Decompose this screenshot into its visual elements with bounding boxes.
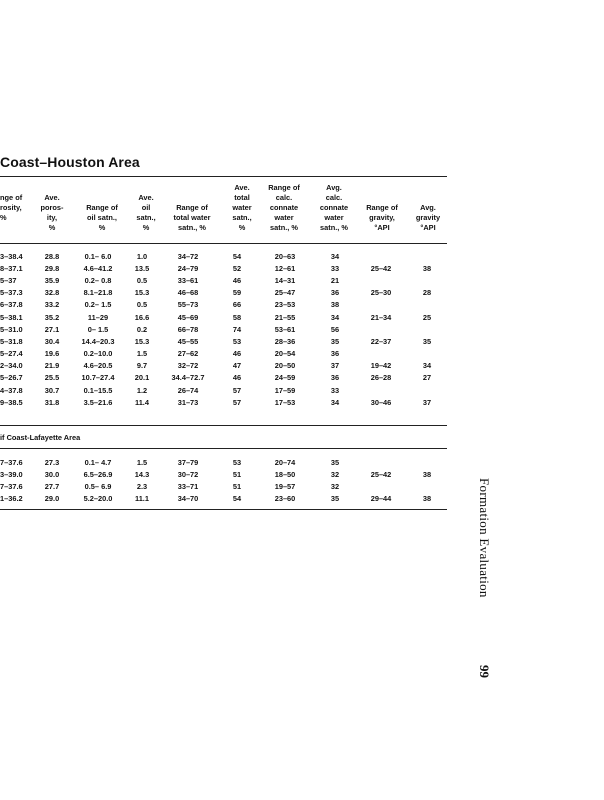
table-cell: 38 <box>422 469 432 479</box>
table-cell: 26–28 <box>370 373 392 383</box>
table-cell: 31.8 <box>44 397 60 407</box>
table-cell: 25–42 <box>370 263 392 273</box>
table-cell: 34–72 <box>177 251 199 261</box>
table-cell: 27.1 <box>44 324 60 334</box>
table-cell: 7–37.6 <box>0 457 23 467</box>
table-cell: 2–34.0 <box>0 361 23 371</box>
table-cell: 51 <box>232 469 242 479</box>
table-cell: 5–37 <box>0 275 17 285</box>
table-cell: 20–54 <box>274 349 296 359</box>
table-cell: 35 <box>330 336 340 346</box>
table-cell: 11–29 <box>87 312 109 322</box>
section-rule <box>0 425 447 426</box>
table-cell: 54 <box>232 494 242 504</box>
side-caption: Formation Evaluation <box>477 478 492 598</box>
table-cell: 21 <box>330 275 340 285</box>
table-cell <box>356 348 406 360</box>
table-cell: 22–37 <box>370 336 392 346</box>
table-cell: 21.9 <box>44 361 60 371</box>
table-cell: 17–59 <box>274 385 296 395</box>
table-cell: 5–31.8 <box>0 336 23 346</box>
table-cell <box>356 456 406 468</box>
table-cell: 0.2– 1.5 <box>84 300 112 310</box>
table-cell <box>356 250 406 262</box>
table-cell: 27–62 <box>177 349 199 359</box>
table-cell: 47 <box>232 361 242 371</box>
table-cell: 34 <box>330 397 340 407</box>
header-avg-porosity: Ave. poros- ity, % <box>40 193 64 232</box>
table-cell: 0.2 <box>136 324 148 334</box>
table-cell: 5–26.7 <box>0 373 23 383</box>
table-cell: 0.5 <box>136 300 148 310</box>
table-row <box>0 299 448 311</box>
table-cell: 5–37.3 <box>0 288 23 298</box>
table-cell: 4.6–41.2 <box>83 263 113 273</box>
table-cell: 27.3 <box>44 457 60 467</box>
table-cell: 28–36 <box>274 336 296 346</box>
table-cell: 0.1–15.5 <box>83 385 113 395</box>
table-cell <box>406 299 448 311</box>
table-cell: 25–47 <box>274 288 296 298</box>
table-cell: 58 <box>232 312 242 322</box>
table-cell <box>356 274 406 286</box>
table-cell: 16.6 <box>134 312 150 322</box>
header-range-total-water: Range of total water satn., % <box>173 203 211 232</box>
table-cell: 30–72 <box>177 469 199 479</box>
table-row <box>0 274 448 286</box>
table-cell: 34–70 <box>177 494 199 504</box>
houston-data-table <box>0 250 448 408</box>
table-row <box>0 396 448 408</box>
top-rule <box>0 176 447 177</box>
table-cell <box>406 250 448 262</box>
table-cell: 23–60 <box>274 494 296 504</box>
table-cell: 36 <box>330 373 340 383</box>
header-range-porosity: nge of rosity, % <box>0 193 23 222</box>
table-cell: 9.7 <box>136 361 148 371</box>
table-cell <box>406 456 448 468</box>
table-cell: 21–34 <box>370 312 392 322</box>
table-cell: 46 <box>232 349 242 359</box>
table-cell: 35.2 <box>44 312 60 322</box>
table-cell: 4–37.8 <box>0 385 23 395</box>
table-cell: 29–44 <box>370 494 392 504</box>
table-cell: 66–78 <box>177 324 199 334</box>
table-cell: 46–68 <box>177 288 199 298</box>
table-cell: 1–36.2 <box>0 494 23 504</box>
table-cell: 15.3 <box>134 336 150 346</box>
table-cell: 30–46 <box>370 397 392 407</box>
table-cell: 17–53 <box>274 397 296 407</box>
table-cell: 30.0 <box>44 469 60 479</box>
table-cell: 5–31.0 <box>0 324 23 334</box>
bottom-rule <box>0 509 447 510</box>
header-range-gravity: Range of gravity, °API <box>366 203 398 232</box>
table-cell: 0.5– 6.9 <box>84 481 112 491</box>
table-cell: 24–59 <box>274 373 296 383</box>
table-cell: 34 <box>330 251 340 261</box>
table-cell: 37 <box>330 361 340 371</box>
table-cell: 36 <box>330 288 340 298</box>
table-cell: 3.5–21.6 <box>83 397 113 407</box>
table-row <box>0 250 448 262</box>
table-cell: 30.4 <box>44 336 60 346</box>
table-row <box>0 262 448 274</box>
table-cell: 46 <box>232 373 242 383</box>
lafayette-data-table <box>0 456 448 505</box>
table-cell: 37 <box>422 397 432 407</box>
table-cell: 19.6 <box>44 349 60 359</box>
page-number: 99 <box>477 665 492 678</box>
table-cell: 34.4–72.7 <box>171 373 205 383</box>
table-cell: 19–42 <box>370 361 392 371</box>
table-cell <box>356 480 406 492</box>
table-cell <box>356 384 406 396</box>
table-cell: 57 <box>232 397 242 407</box>
table-cell: 21–55 <box>274 312 296 322</box>
table-cell: 59 <box>232 288 242 298</box>
table-cell: 5–27.4 <box>0 349 23 359</box>
table-cell: 45–55 <box>177 336 199 346</box>
table-cell: 25–42 <box>370 469 392 479</box>
header-range-oil-saturation: Range of oil satn., % <box>86 203 118 232</box>
table-cell: 66 <box>232 300 242 310</box>
table-cell: 31–73 <box>177 397 199 407</box>
table-cell <box>406 274 448 286</box>
table-cell: 52 <box>232 263 242 273</box>
table-cell: 57 <box>232 385 242 395</box>
header-avg-connate-water: Avg. calc. connate water satn., % <box>319 183 349 232</box>
table-cell: 56 <box>330 324 340 334</box>
table-cell: 9–38.5 <box>0 397 23 407</box>
table-cell: 11.1 <box>135 494 149 504</box>
table-cell: 74 <box>232 324 242 334</box>
table-cell: 32–72 <box>177 361 199 371</box>
table-cell <box>406 348 448 360</box>
header-avg-total-water: Ave. total water satn., % <box>232 183 252 232</box>
table-cell: 14.3 <box>134 469 150 479</box>
header-rule <box>0 243 447 244</box>
table-cell: 34 <box>422 361 432 371</box>
table-row <box>0 372 448 384</box>
table-row <box>0 384 448 396</box>
table-cell: 4.6–20.5 <box>83 361 113 371</box>
table-cell: 14–31 <box>274 275 296 285</box>
table-cell: 28.8 <box>44 251 60 261</box>
table-cell: 36 <box>330 349 340 359</box>
table-cell: 1.5 <box>136 349 148 359</box>
table-cell: 20–74 <box>274 457 296 467</box>
table-row <box>0 323 448 335</box>
table-cell: 5–38.1 <box>0 312 23 322</box>
table-cell: 11.4 <box>135 397 149 407</box>
table-cell: 30.7 <box>44 385 60 395</box>
table-cell: 35 <box>330 457 340 467</box>
header-avg-gravity: Avg. gravity °API <box>415 203 441 232</box>
table-cell: 0.2–10.0 <box>83 349 113 359</box>
table-row <box>0 480 448 492</box>
table-cell <box>356 299 406 311</box>
table-cell: 12–61 <box>274 263 296 273</box>
table-cell: 20–63 <box>274 251 296 261</box>
table-cell: 3–38.4 <box>0 251 23 261</box>
table-cell: 18–50 <box>274 469 296 479</box>
table-cell: 23–53 <box>274 300 296 310</box>
table-row <box>0 456 448 468</box>
table-title: Coast–Houston Area <box>0 154 140 170</box>
table-cell: 51 <box>232 481 242 491</box>
table-cell: 33–61 <box>177 275 199 285</box>
table-cell: 6.5–26.9 <box>83 469 113 479</box>
table-cell: 20.1 <box>134 373 150 383</box>
section-label-rule <box>0 448 447 449</box>
table-cell <box>406 384 448 396</box>
table-cell: 46 <box>232 275 242 285</box>
table-cell: 29.0 <box>44 494 60 504</box>
table-cell <box>406 480 448 492</box>
table-cell: 32 <box>330 469 340 479</box>
table-cell <box>356 323 406 335</box>
table-cell: 28 <box>422 288 432 298</box>
header-range-connate-water: Range of calc. connate water satn., % <box>268 183 300 232</box>
header-avg-oil-saturation: Ave. oil satn., % <box>136 193 156 232</box>
table-cell: 53–61 <box>274 324 296 334</box>
table-cell: 0.1– 4.7 <box>84 457 112 467</box>
table-cell: 6–37.8 <box>0 300 23 310</box>
table-cell: 54 <box>232 251 242 261</box>
table-cell: 27.7 <box>44 481 60 491</box>
table-cell: 38 <box>422 263 432 273</box>
table-cell: 29.8 <box>44 263 60 273</box>
table-cell: 27 <box>422 373 432 383</box>
table-cell: 8–37.1 <box>0 263 23 273</box>
table-cell: 7–37.6 <box>0 481 23 491</box>
table-row <box>0 360 448 372</box>
table-cell: 10.7–27.4 <box>81 373 115 383</box>
table-cell: 33 <box>330 385 340 395</box>
table-cell: 13.5 <box>134 263 150 273</box>
table-cell: 38 <box>330 300 340 310</box>
table-cell: 3–39.0 <box>0 469 23 479</box>
table-cell: 33 <box>330 263 340 273</box>
table-cell: 45–69 <box>177 312 199 322</box>
table-row <box>0 468 448 480</box>
table-cell <box>406 323 448 335</box>
table-cell: 20–50 <box>274 361 296 371</box>
table-cell: 26–74 <box>177 385 199 395</box>
table-row <box>0 287 448 299</box>
table-cell: 34 <box>330 312 340 322</box>
table-cell: 0– 1.5 <box>87 324 109 334</box>
table-cell: 1.0 <box>136 251 148 261</box>
table-cell: 35.9 <box>44 275 60 285</box>
section-label: if Coast-Lafayette Area <box>0 433 81 442</box>
table-cell: 0.5 <box>136 275 148 285</box>
table-cell: 32 <box>330 481 340 491</box>
table-cell: 25–30 <box>370 288 392 298</box>
table-cell: 33–71 <box>177 481 199 491</box>
table-cell: 55–73 <box>177 300 199 310</box>
table-cell: 5.2–20.0 <box>83 494 113 504</box>
table-cell: 38 <box>422 494 432 504</box>
table-cell: 25 <box>422 312 432 322</box>
table-row <box>0 311 448 323</box>
table-cell: 35 <box>330 494 340 504</box>
table-cell: 14.4–20.3 <box>81 336 115 346</box>
table-cell: 53 <box>232 336 242 346</box>
table-row <box>0 348 448 360</box>
table-cell: 24–79 <box>177 263 199 273</box>
table-cell: 37–79 <box>177 457 199 467</box>
table-cell: 8.1–21.8 <box>83 288 113 298</box>
table-cell: 15.3 <box>134 288 150 298</box>
table-row <box>0 493 448 505</box>
table-cell: 25.5 <box>44 373 60 383</box>
table-cell: 19–57 <box>274 481 296 491</box>
table-cell: 53 <box>232 457 242 467</box>
table-cell: 1.2 <box>136 385 148 395</box>
table-cell: 32.8 <box>44 288 60 298</box>
table-row <box>0 335 448 347</box>
table-cell: 35 <box>422 336 432 346</box>
table-cell: 0.1– 6.0 <box>84 251 112 261</box>
table-cell: 1.5 <box>136 457 148 467</box>
table-cell: 2.3 <box>136 481 148 491</box>
table-cell: 33.2 <box>44 300 60 310</box>
table-cell: 0.2– 0.8 <box>84 275 112 285</box>
